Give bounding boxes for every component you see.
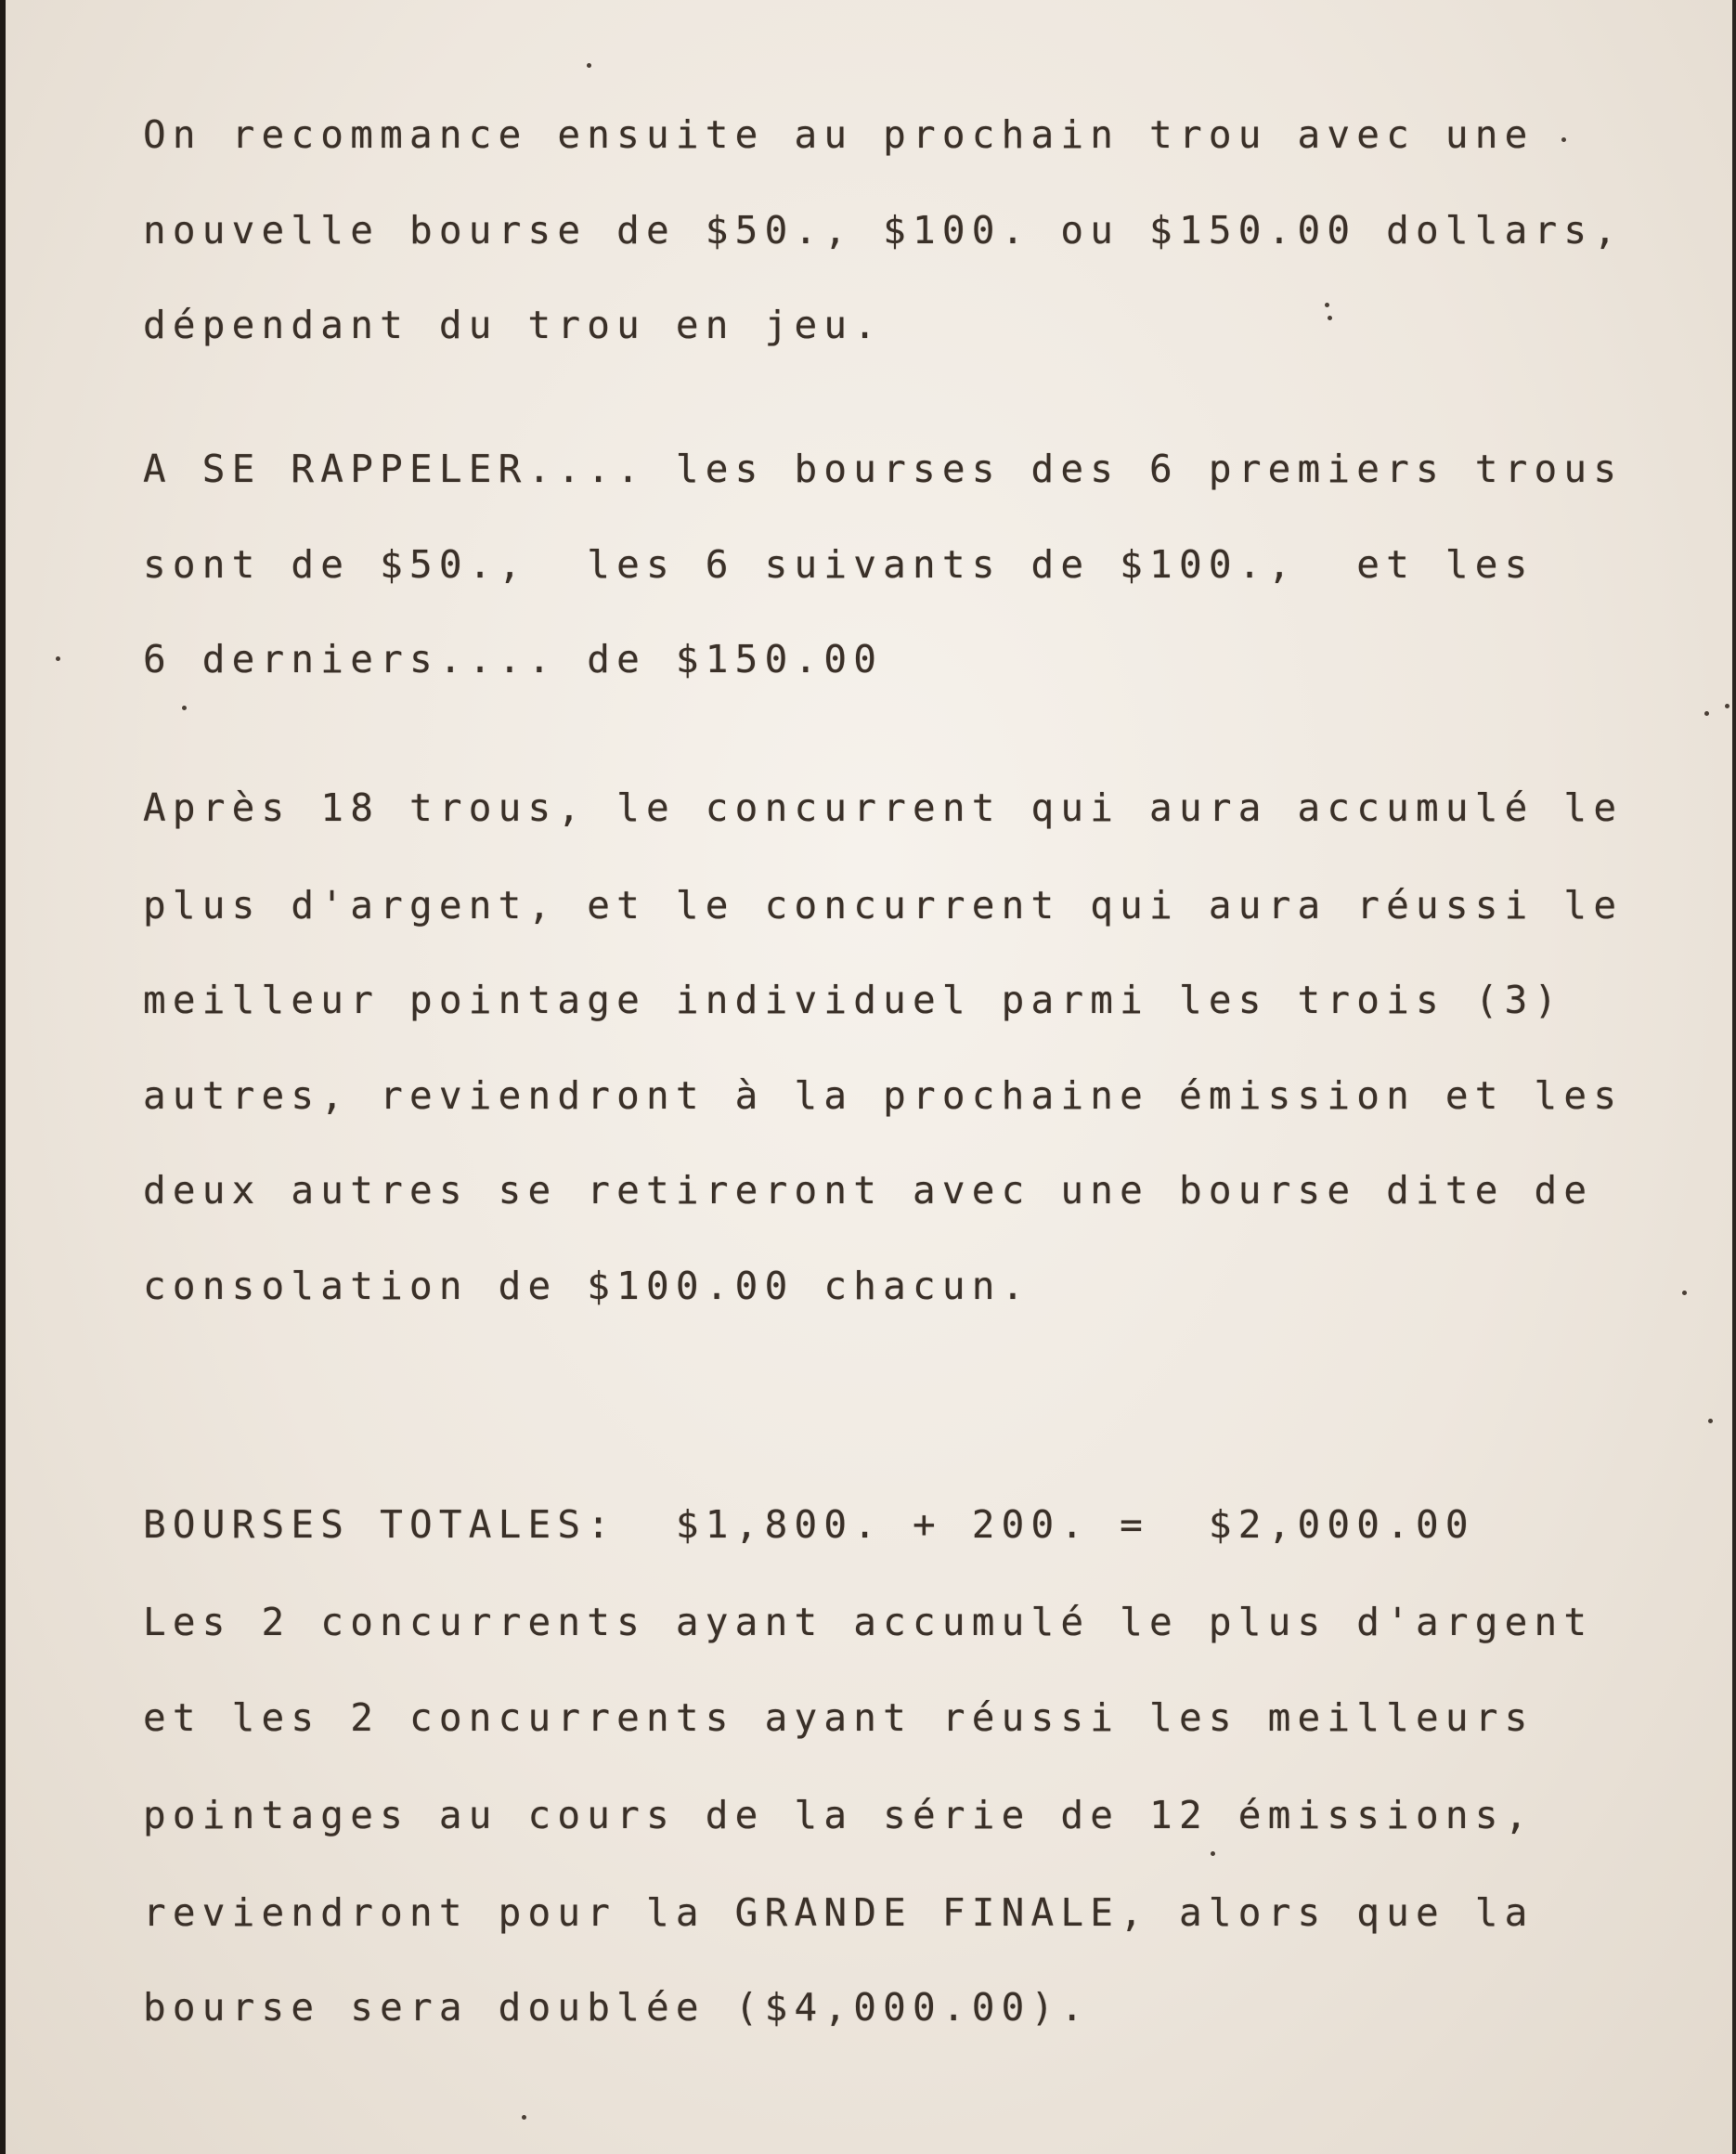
paper-speck <box>1708 1419 1713 1423</box>
text-line: sont de $50., les 6 suivants de $100., et les <box>143 542 1535 587</box>
text-line: Après 18 trous, le concurrent qui aura accumulé le <box>143 785 1624 830</box>
paper-speck <box>1704 711 1709 716</box>
text-line: BOURSES TOTALES: $1,800. + 200. = $2,000.00 <box>143 1502 1475 1547</box>
text-line: A SE RAPPELER.... les bourses des 6 premiers trous <box>143 447 1624 491</box>
text-line: plus d'argent, et le concurrent qui aura réussi le <box>143 883 1624 928</box>
text-line: meilleur pointage individuel parmi les trois (3) <box>143 978 1564 1022</box>
paper-speck <box>1561 137 1566 142</box>
paper-speck <box>56 656 60 661</box>
text-line: Les 2 concurrents ayant accumulé le plus d'argent <box>143 1600 1594 1644</box>
text-line: pointages au cours de la série de 12 émissions, <box>143 1793 1535 1837</box>
text-line: bourse sera doublée ($4,000.00). <box>143 1985 1091 2030</box>
text-line: consolation de $100.00 chacun. <box>143 1264 1031 1308</box>
paper-speck <box>1211 1851 1215 1856</box>
paper-speck <box>182 706 187 710</box>
paper-speck <box>1725 704 1730 708</box>
paper-speck <box>522 2115 526 2120</box>
text-line: On recommance ensuite au prochain trou avec une <box>143 112 1535 157</box>
paper-speck <box>587 63 591 68</box>
text-line: deux autres se retireront avec une bourse dite de <box>143 1168 1594 1213</box>
text-line: dépendant du trou en jeu. <box>143 303 884 347</box>
paper-speck <box>1682 1291 1687 1295</box>
text-line: reviendront pour la GRANDE FINALE, alors que la <box>143 1890 1535 1935</box>
paper-speck <box>1328 316 1332 320</box>
text-line: autres, reviendront à la prochaine émission et les <box>143 1073 1624 1118</box>
text-line: 6 derniers.... de $150.00 <box>143 637 884 681</box>
text-line: nouvelle bourse de $50., $100. ou $150.00 dollars, <box>143 208 1624 253</box>
paper-speck <box>1325 303 1329 307</box>
text-line: et les 2 concurrents ayant réussi les meilleurs <box>143 1695 1535 1740</box>
